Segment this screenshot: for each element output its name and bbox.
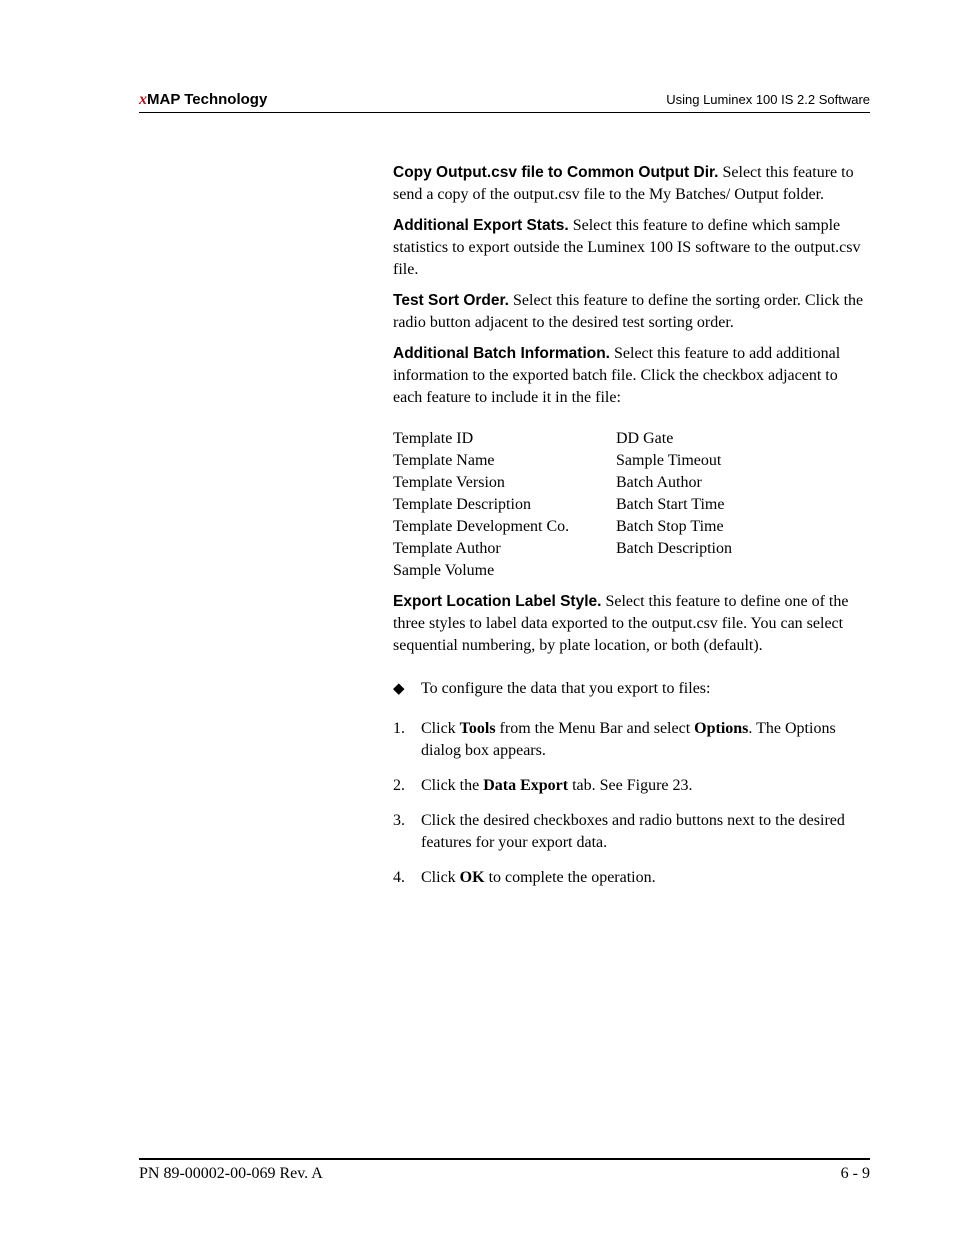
paragraph-copy-output: Copy Output.csv file to Common Output Dir. Select this feature to send a copy of the output.csv file to the My Batches/ Output folder. (393, 164, 854, 203)
step-text: Click OK to complete the operation. (421, 869, 656, 886)
diamond-bullet-icon: ◆ (393, 681, 405, 697)
step-4 (393, 867, 871, 889)
list-item: Batch Description (616, 540, 732, 557)
feature-list (393, 428, 871, 582)
paragraph-batch-information: Additional Batch Information. Select this feature to add additional information to the exported batch file. Click the checkbox adjacent to each feature to include it in the file: (393, 345, 841, 406)
step-text: Click Tools from the Menu Bar and select Options. The Options dialog box appears. (421, 720, 836, 759)
list-item: Template Version (393, 474, 505, 491)
list-item: DD Gate (616, 430, 674, 447)
paragraph-test-sort-order: Test Sort Order. Select this feature to define the sorting order. Click the radio button adjacent to the desired test sorting order. (393, 292, 864, 331)
list-item: Sample Volume (393, 562, 495, 579)
paragraph-export-stats: Additional Export Stats. Select this feature to define which sample statistics to export outside the Luminex 100 IS software to the output.csv file. (393, 217, 861, 278)
step-3 (393, 810, 871, 854)
procedure-steps (393, 718, 871, 889)
step-number: 3. (393, 812, 405, 829)
step-number: 4. (393, 869, 405, 886)
list-item: Batch Stop Time (616, 518, 724, 535)
part-number: PN 89-00002-00-069 Rev. A (139, 1165, 323, 1182)
list-item: Template ID (393, 430, 474, 447)
list-item: Template Author (393, 540, 501, 557)
feature-column-left (393, 428, 616, 582)
step-text: Click the desired checkboxes and radio buttons next to the desired features for your export data. (421, 812, 845, 851)
page-number: 6 - 9 (840, 1165, 870, 1182)
list-item: Template Development Co. (393, 518, 570, 535)
list-item: Template Description (393, 496, 531, 513)
page-footer (139, 1158, 870, 1182)
paragraph-export-location-style: Export Location Label Style. Select this feature to define one of the three styles to label data exported to the output.csv file. You can select sequential numbering, by plate location, or both (default). (393, 593, 849, 654)
procedure-heading (393, 678, 871, 700)
list-item: Batch Start Time (616, 496, 725, 513)
step-number: 1. (393, 720, 405, 737)
running-title: Using Luminex 100 IS 2.2 Software (666, 92, 870, 107)
brand-logo: xMAP Technology (139, 91, 268, 108)
list-item: Sample Timeout (616, 452, 722, 469)
step-text: Click the Data Export tab. See Figure 23. (421, 777, 693, 794)
step-1 (393, 718, 871, 762)
main-content (393, 162, 871, 902)
feature-column-right (616, 428, 866, 582)
list-item: Template Name (393, 452, 495, 469)
list-item: Batch Author (616, 474, 702, 491)
step-number: 2. (393, 777, 405, 794)
step-2 (393, 775, 871, 797)
procedure-intro: To configure the data that you export to files: (421, 680, 711, 697)
page-header (139, 90, 870, 113)
